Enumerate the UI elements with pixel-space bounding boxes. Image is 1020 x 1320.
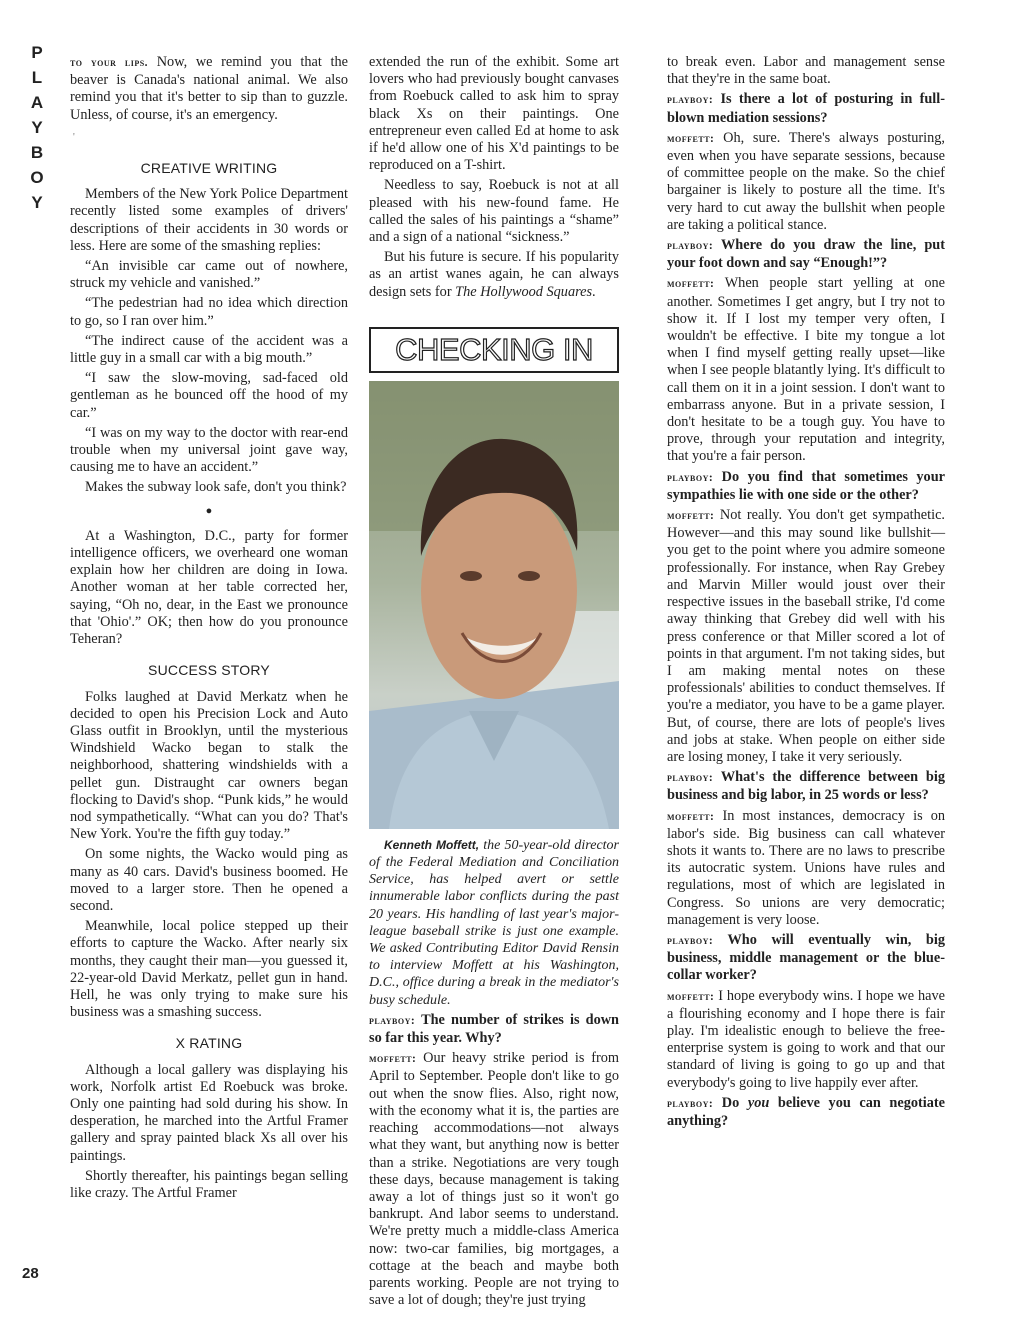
intro-paragraph: to your lips. Now, we remind you that the beaver is Canada's national animal. We also remind you that it's better to sip than to guzzle. Unless, of course, it's an emergency. — [70, 54, 348, 123]
section-heading-x-rating: X RATING — [175, 1035, 243, 1052]
column-right — [667, 54, 945, 1133]
paragraph: extended the run of the exhibit. Some art lovers who had previously bought canvases from Roebuck called to ask him to spray black Xs on their paintings. One entrepreneur even called Ed at home to ask if he'd allow one of his X'd paintings to be reproduced on a T-shirt. — [369, 54, 619, 174]
interview-question: playboy: Is there a lot of posturing in full-blown mediation sessions? — [667, 91, 945, 126]
interview-answer: moffett: Oh, sure. There's always posturing, even when you have separate sessions, because of committee people on the make. So the chief bargainer is likely to posture all the time. It's very hard to cut away the bullshit when people are taking a political stance. — [667, 129, 945, 233]
interview-answer: moffett: In most instances, democracy is on labor's side. Big business can call whatever shots it wants to. There are no laws to prescribe its autocratic system. Unions have rules and regulations, most of which are legislated in Congress. So unions are very democratic; management is very loose. — [667, 807, 945, 928]
photo-caption: Kenneth Moffett, the 50-year-old director of the Federal Mediation and Conciliation Service, has helped avert or settle innumerable labor conflicts during the past 20 years. His handling of last year's major-league baseball strike is just one example. We asked Contributing Editor David Rensin to interview Moffett at his Washington, D.C., office during a break in the mediator's busy schedule. — [369, 837, 619, 1008]
interview-question: playboy: Who will eventually win, big business, middle management or the blue-collar worker? — [667, 931, 945, 984]
interview-answer: moffett: I hope everybody wins. I hope we have a flourishing economy and I hope there is fair play. I'm idealistic enough to believe the free-enterprise system is going to work and that our standard of living is going to go up and that everybody's going to live happily ever after. — [667, 987, 945, 1091]
section-heading-success-story: SUCCESS STORY — [148, 662, 270, 679]
tick-mark: ' — [73, 131, 75, 143]
interview-question: playboy: Do you find that sometimes your sympathies lie with one side or the other? — [667, 468, 945, 503]
interview-question: playboy: Do you believe you can negotiate anything? — [667, 1094, 945, 1129]
paragraph: At a Washington, D.C., party for former intelligence officers, we overheard one woman explain how her children are doing in Iowa. Another woman at her table corrected her, saying, “Oh no, dear, in the East we pronounce that 'Ohio'.” OK; then how do you pronounce Teheran? — [70, 527, 348, 648]
paragraph: But his future is secure. If his popularity as an artist wanes again, he can always design sets for The Hollywood Squares. — [369, 249, 619, 300]
paragraph: Members of the New York Police Department recently listed some examples of drivers' descriptions of their accidents in 30 words or less. Here are some of the smashing replies: — [70, 186, 348, 254]
page-number: 28 — [22, 1265, 39, 1282]
paragraph: Meanwhile, local police stepped up their efforts to capture the Wacko. After nearly six months, they caught their man—you guessed it, 22-year-old David Merkatz, pellet gun in hand. Hell, he was only trying to make sure his business was a smashing success. — [70, 918, 348, 1021]
interview-question: playboy: The number of strikes is down so far this year. Why? — [369, 1011, 619, 1047]
quote: “I was on my way to the doctor with rear-end trouble when my universal joint gave way, causing me to have an accident.” — [70, 424, 348, 476]
paragraph: On some nights, the Wacko would ping as many as 40 cars. David's business boomed. He moved to a larger store. Then he opened a second. — [70, 846, 348, 914]
paragraph: Needless to say, Roebuck is not at all pleased with his new-found fame. He called the sales of his paintings a “shame” and a sign of a national “sickness.” — [369, 177, 619, 246]
portrait-image — [369, 381, 619, 829]
paragraph: Folks laughed at David Merkatz when he decided to open his Precision Lock and Auto Glass outfit in Brooklyn, until the mysterious Windshield Wacko began to stalk the neighborhood, shattering windshields with a pellet gun. Distraught car owners began flocking to David's shop. “Punk kids,” he would nod sympathetically. “What can you do? That's New York. You're the fifth guy today.” — [70, 688, 348, 843]
column-middle — [369, 54, 619, 1312]
checking-in-title: CHECKING IN — [395, 331, 593, 367]
paragraph: Shortly thereafter, his paintings began selling like crazy. The Artful Framer — [70, 1167, 348, 1201]
interview-question: playboy: What's the difference between big business and big labor, in 25 words or less? — [667, 769, 945, 804]
magazine-name-vertical: P L A Y B O Y — [30, 43, 44, 212]
quote: “The indirect cause of the accident was a little guy in a small car with a big mouth.” — [70, 332, 348, 367]
quote: “The pedestrian had no idea which direction to go, so I ran over him.” — [70, 295, 348, 329]
interview-answer: to break even. Labor and management sense that they're in the same boat. — [667, 54, 945, 88]
checking-in-header-box — [369, 327, 619, 373]
interview-answer: moffett: Not really. You don't get sympathetic. However—and this may sound like bullshit—you get to the point where you admire someone professionally. For instance, when Ray Grebey and Marvin Miller would joust over their respective issues in the baseball strike, I'd come away thinking that Grebey did well with his press conference or that Miller scored a lot of points in that argument. I'm not taking sides, but I am making mental notes on these professionals' abilities to conduct themselves. If you're a mediator, you have to be a game player. But, of course, there are lots of people's lives and jobs at stake. When people on either side are losing money, I take it very seriously. — [667, 507, 945, 765]
paragraph: Makes the subway look safe, don't you think? — [85, 479, 347, 496]
section-heading-creative-writing: CREATIVE WRITING — [140, 160, 278, 177]
interview-question: playboy: Where do you draw the line, put your foot down and say “Enough!”? — [667, 237, 945, 272]
bullet-separator: ● — [205, 504, 213, 517]
paragraph: Although a local gallery was displaying his work, Norfolk artist Ed Roebuck was broke. Only one painting had sold during his show. In desperation, he marched into the Artful Framer gallery and spray painted black Xs all over his paintings. — [70, 1061, 348, 1164]
portrait-photo — [369, 381, 619, 829]
column-left — [70, 54, 348, 1205]
quote: “I saw the slow-moving, sad-faced old gentleman as he bounced off the hood of my car.” — [70, 370, 348, 421]
quote: “An invisible car came out of nowhere, struck my vehicle and vanished.” — [70, 258, 348, 292]
interview-answer: moffett: Our heavy strike period is from April to September. People don't like to go out when the snow flies. Also, right now, with the economy what it is, the parties are reaching accommodations—not always what they want, but anything now is better than a strike. Negotiations are very tough these days, because management is taking away a lot of things just so it won't go bankrupt. And labor seems to understand. We're pretty much a middle-class America now: two-car families, big mortgages, a cottage at the beach and maybe both parents working. People are not trying to save a lot of dough; they're just trying — [369, 1050, 619, 1309]
interview-answer: moffett: When people start yelling at one another. Sometimes I get angry, but I try not to show it. If I lost my temper very often, I wouldn't be effective. I bite my tongue a lot when I find myself getting really upset—like when I see people blatantly lying. It's difficult to call them on it in a joint session. I don't want to embarrass anyone. But in a private session, I don't hesitate to be a tough guy. You have to prove, through your reputation and integrity, that you're a fair person. — [667, 275, 945, 465]
